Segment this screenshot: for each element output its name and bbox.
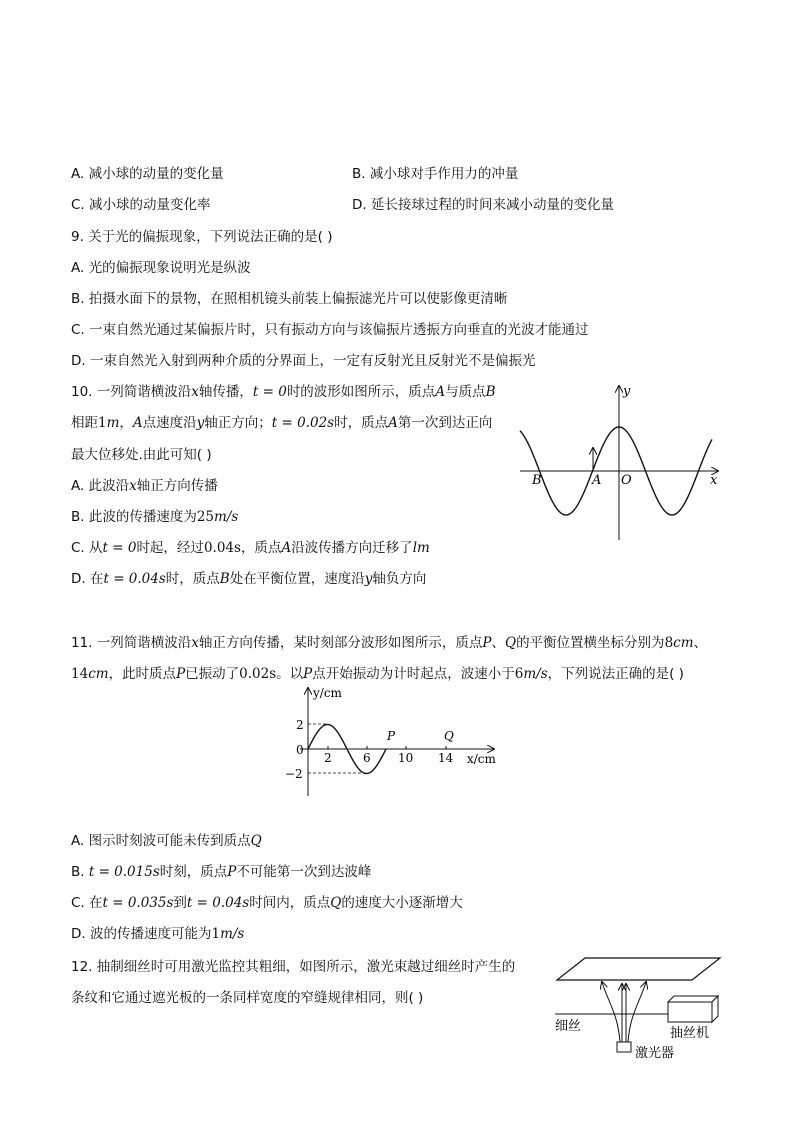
q10-option-a-text: 轴正方向传播 xyxy=(136,478,218,494)
q11-wave-figure xyxy=(280,684,512,802)
q12-machine-box xyxy=(668,1002,712,1022)
q10-point-b: B xyxy=(219,571,230,587)
q10-stem-text: 相距 xyxy=(71,415,98,431)
q10-time: t = 0.02s xyxy=(271,415,335,431)
q11-stem-text: 已振动了 xyxy=(185,666,240,682)
q10-var-x: x xyxy=(191,384,199,400)
q11-y-tick-0: 0 xyxy=(296,743,304,757)
q12-machine-top xyxy=(668,996,718,1002)
q10-point-a: A xyxy=(132,415,143,431)
q12-beam-right xyxy=(628,982,646,1042)
q10-option-c xyxy=(71,540,430,556)
q11-point-p: P xyxy=(303,666,313,682)
q10-option-a-text: A. 此波沿 xyxy=(71,478,130,494)
q8-option-b: B. 减小球对手作用力的冲量 xyxy=(352,166,519,182)
q10-point-a: A xyxy=(435,384,446,400)
q11-x-tick-14: 14 xyxy=(438,751,454,765)
q11-option-b-text: 不可能第一次到达波峰 xyxy=(236,864,372,880)
q10-stem-text: 时的波形如图所示，质点 xyxy=(286,384,436,400)
q10-option-c-text: 沿波传播方向迁移了 xyxy=(291,540,413,556)
q11-point-p: P xyxy=(482,635,492,651)
q11-y-tick-2: 2 xyxy=(296,718,304,732)
q10-label-x: x xyxy=(710,473,718,488)
q11-time: t = 0.035s xyxy=(102,895,174,911)
q10-option-c-text: C. 从 xyxy=(71,540,103,556)
q11-coord: 14 xyxy=(71,666,89,682)
q11-x-tick-2: 2 xyxy=(324,751,332,765)
q11-point-p: P xyxy=(176,666,186,682)
q10-option-d-text: 轴负方向 xyxy=(372,571,427,587)
q10-var-x: x xyxy=(129,478,137,494)
q11-stem-text: 、 xyxy=(693,635,708,651)
q9-option-b: B. 拍摄水面下的景物，在照相机镜头前装上偏振滤光片可以使影像更清晰 xyxy=(71,291,508,307)
q11-option-c-text: C. 在 xyxy=(71,895,103,911)
q10-time: t = 0 xyxy=(252,384,287,400)
q11-speed: 6 xyxy=(514,666,524,682)
q11-point-q: Q xyxy=(250,833,262,849)
q10-point-b: B xyxy=(485,384,496,400)
q11-stem-text: 、 xyxy=(491,635,505,651)
q10-stem-text: 第一次到达正向 xyxy=(397,415,493,431)
q11-var-x: x xyxy=(191,635,199,651)
q11-stem-line1 xyxy=(71,635,707,651)
q11-stem-text: 。以 xyxy=(276,666,304,682)
q10-stem-line2 xyxy=(71,415,492,431)
q11-point-q: Q xyxy=(330,895,342,911)
q10-var-y: y xyxy=(364,571,373,587)
q12-screen xyxy=(557,958,720,980)
q11-speed: 1 xyxy=(211,926,221,942)
q10-label-b: B xyxy=(532,473,542,488)
q11-option-b-text: 时刻，质点 xyxy=(159,864,228,880)
q12-stem-line2: 条纹和它通过遮光板的一条同样宽度的窄缝规律相同，则( ) xyxy=(71,990,424,1006)
q11-option-c-text: 的速度大小逐渐增大 xyxy=(341,895,463,911)
q12-label-machine: 抽丝机 xyxy=(670,1026,710,1041)
q11-option-a xyxy=(71,833,262,849)
q11-stem-text: 11. 一列简谐横波沿 xyxy=(71,635,192,651)
q10-point-a: A xyxy=(281,540,292,556)
q10-option-d xyxy=(71,571,426,587)
q10-option-a xyxy=(71,478,218,494)
q10-label-origin: O xyxy=(621,473,632,488)
q12-beam-left xyxy=(602,982,620,1042)
q11-stem-text: 轴正方向传播，某时刻部分波形如图所示，质点 xyxy=(198,635,483,651)
q10-option-d-text: 时，质点 xyxy=(165,571,220,587)
q11-x-axis-label: x/cm xyxy=(467,752,496,766)
q10-time: t = 0.04s xyxy=(103,571,166,587)
q11-stem-text: 的平衡位置横坐标分别为 xyxy=(516,635,665,651)
q11-option-c xyxy=(71,895,463,911)
q11-y-tick-neg2: −2 xyxy=(285,767,303,781)
q8-option-c: C. 减小球的动量变化率 xyxy=(71,197,211,213)
q10-wave-figure xyxy=(515,380,725,545)
q12-stem-line1: 12. 抽制细丝时可用激光监控其粗细，如图所示，激光束越过细丝时产生的 xyxy=(71,959,516,975)
q11-option-c-text: 到 xyxy=(173,895,187,911)
q9-option-a: A. 光的偏振现象说明光是纵波 xyxy=(71,260,251,276)
q11-stem-text: ，下列说法正确的是( ) xyxy=(547,666,684,682)
q12-label-thread: 细丝 xyxy=(555,1019,582,1034)
q8-option-a: A. 减小球的动量的变化量 xyxy=(71,166,224,182)
q11-y-axis-label: y/cm xyxy=(313,686,342,700)
q10-option-b-text: B. 此波的传播速度为 xyxy=(71,509,197,525)
q11-point-p: P xyxy=(227,864,237,880)
q10-point-a: A xyxy=(388,415,398,431)
q11-label-q: Q xyxy=(444,729,454,743)
q10-distance: 1 xyxy=(98,415,107,431)
q9-option-c: C. 一束自然光通过某偏振片时，只有振动方向与该偏振片透振方向垂直的光波才能通过 xyxy=(71,322,589,338)
q10-stem-line3: 最大位移处.由此可知( ) xyxy=(71,447,212,463)
q11-option-b-prefix: B. xyxy=(71,864,89,880)
q10-stem-text: 轴传播， xyxy=(198,384,253,400)
q8-option-d: D. 延长接球过程的时间来减小动量的变化量 xyxy=(352,197,614,213)
q10-option-d-text: D. 在 xyxy=(71,571,104,587)
q10-stem-text: 时，质点 xyxy=(334,415,389,431)
q10-label-a: A xyxy=(592,473,602,488)
q10-label-y: y xyxy=(623,384,631,399)
q10-stem-text: ， xyxy=(119,415,133,431)
q9-option-d: D. 一束自然光入射到两种介质的分界面上，一定有反射光且反射光不是偏振光 xyxy=(71,353,536,369)
q10-option-b xyxy=(71,509,238,525)
q10-stem-text: 点速度沿 xyxy=(142,415,197,431)
q10-speed-unit: m/s xyxy=(214,509,239,525)
q11-label-p: P xyxy=(387,729,396,743)
q11-option-b xyxy=(71,864,371,880)
q11-coord: 8 xyxy=(664,635,674,651)
q11-option-d xyxy=(71,926,244,942)
q11-stem-text: 点开始振动为计时起点，波速小于 xyxy=(312,666,515,682)
q10-stem-text: 与质点 xyxy=(445,384,486,400)
q10-option-d-text: 处在平衡位置，速度沿 xyxy=(229,571,365,587)
q10-stem-line1 xyxy=(71,384,495,400)
q11-option-c-text: 时间内，质点 xyxy=(249,895,331,911)
q11-point-q: Q xyxy=(504,635,517,651)
q10-unit: m xyxy=(106,415,120,431)
q11-unit: cm xyxy=(88,666,109,682)
q11-stem-text: ，此时质点 xyxy=(108,666,177,682)
q10-option-c-text: 时起，经过 xyxy=(136,540,204,556)
q11-x-tick-6: 6 xyxy=(363,751,371,765)
q11-time: t = 0.015s xyxy=(88,864,160,880)
q10-distance: lm xyxy=(412,540,430,556)
q11-speed-unit: m/s xyxy=(523,666,548,682)
q11-unit: cm xyxy=(673,635,694,651)
q12-laser-box xyxy=(617,1042,631,1052)
q11-stem-line2 xyxy=(71,666,684,682)
q11-option-d-text: D. 波的传播速度可能为 xyxy=(71,926,212,942)
q10-var-y: y xyxy=(196,415,205,431)
q11-option-a-text: A. 图示时刻波可能未传到质点 xyxy=(71,833,251,849)
q10-stem-text: 10. 一列简谐横波沿 xyxy=(71,384,192,400)
q12-laser-figure xyxy=(550,952,735,1067)
q11-x-tick-10: 10 xyxy=(398,751,414,765)
q11-time: t = 0.04s xyxy=(186,895,250,911)
q10-option-c-text: ，质点 xyxy=(240,540,282,556)
q10-stem-text: 轴正方向； xyxy=(204,415,272,431)
q10-time: t = 0 xyxy=(102,540,137,556)
q10-speed: 25 xyxy=(196,509,215,525)
q12-label-laser: 激光器 xyxy=(635,1046,675,1061)
q11-time: 0.02s xyxy=(239,666,277,682)
q11-speed-unit: m/s xyxy=(220,926,245,942)
q9-stem: 9. 关于光的偏振现象，下列说法正确的是( ) xyxy=(71,229,333,245)
q10-time: 0.04s xyxy=(203,540,241,556)
